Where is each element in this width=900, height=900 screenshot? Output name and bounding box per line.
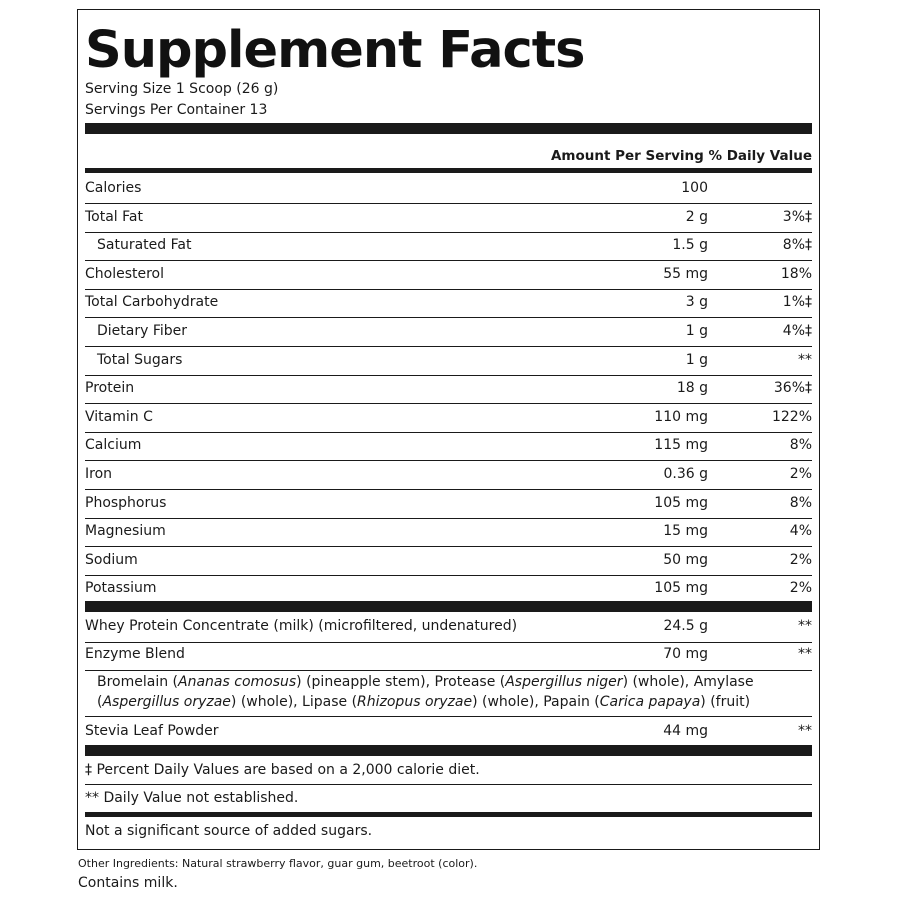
row-amount: 115 mg xyxy=(654,437,708,454)
row-name: Saturated Fat xyxy=(97,237,192,254)
row-amount: 1 g xyxy=(685,323,708,339)
row-amount: 110 mg xyxy=(654,408,708,425)
allergen-statement: Contains milk. xyxy=(78,875,178,891)
row-daily-value: 122% xyxy=(771,408,812,425)
row-amount: 100 xyxy=(681,180,708,196)
row-daily-value: 8%‡ xyxy=(782,237,812,254)
row-amount: 70 mg xyxy=(663,646,708,662)
blend-text: ) (fruit) xyxy=(700,694,751,710)
row-daily-value: 8% xyxy=(789,494,812,511)
row-divider xyxy=(85,232,812,233)
thick-divider xyxy=(85,601,812,612)
row-daily-value: ** xyxy=(798,723,812,739)
row-divider xyxy=(85,575,812,576)
row-name: Protein xyxy=(85,380,135,397)
enzyme-blend-detail xyxy=(85,672,812,712)
panel-title: Supplement Facts xyxy=(85,21,585,80)
row-divider xyxy=(85,260,812,261)
row-name: Sodium xyxy=(85,551,138,568)
row-divider xyxy=(85,518,812,519)
row-name: Enzyme Blend xyxy=(85,646,185,662)
row-amount: 3 g xyxy=(685,294,708,311)
species-name: Aspergillus oryzae xyxy=(102,694,231,710)
species-name: Aspergillus niger xyxy=(505,674,623,690)
footnote-percent-dv: ‡ Percent Daily Values are based on a 2,000 calorie diet. xyxy=(85,762,480,778)
row-amount: 18 g xyxy=(676,380,708,397)
row-name: Magnesium xyxy=(85,523,166,540)
row-amount: 105 mg xyxy=(654,580,708,597)
medium-divider xyxy=(85,812,812,817)
row-name: Calcium xyxy=(85,437,142,454)
row-divider xyxy=(85,784,812,785)
row-daily-value: 4% xyxy=(789,523,812,540)
row-divider xyxy=(85,546,812,547)
row-divider xyxy=(85,642,812,643)
row-name: Total Sugars xyxy=(97,351,183,368)
row-name: Total Fat xyxy=(85,208,143,225)
row-divider xyxy=(85,317,812,318)
species-name: Carica papaya xyxy=(599,694,701,710)
row-daily-value: ** xyxy=(798,618,812,634)
row-daily-value: 18% xyxy=(780,265,812,282)
row-name: Vitamin C xyxy=(85,408,153,425)
row-divider xyxy=(85,346,812,347)
row-divider xyxy=(85,403,812,404)
blend-text: ) (whole), Lipase ( xyxy=(230,694,358,710)
row-amount: 15 mg xyxy=(663,523,708,540)
row-name: Cholesterol xyxy=(85,265,165,282)
row-name: Total Carbohydrate xyxy=(85,294,219,311)
row-amount: 50 mg xyxy=(663,551,708,568)
row-amount: 0.36 g xyxy=(663,466,708,482)
row-amount: 105 mg xyxy=(654,494,708,511)
row-daily-value: 2% xyxy=(789,580,812,597)
serving-size: Serving Size 1 Scoop (26 g) xyxy=(85,81,279,97)
row-daily-value: 3%‡ xyxy=(782,208,812,225)
species-name: Ananas comosus xyxy=(178,674,297,690)
row-divider xyxy=(85,716,812,717)
row-amount: 2 g xyxy=(685,208,708,225)
row-divider xyxy=(85,670,812,671)
row-amount: 24.5 g xyxy=(663,618,708,634)
row-amount: 1 g xyxy=(685,351,708,368)
blend-text: Bromelain ( xyxy=(97,674,179,690)
supplement-facts-panel xyxy=(77,9,820,850)
row-divider xyxy=(85,375,812,376)
row-divider xyxy=(85,203,812,204)
row-daily-value: 8% xyxy=(789,437,812,454)
row-divider xyxy=(85,489,812,490)
medium-divider xyxy=(85,168,812,173)
row-amount: 44 mg xyxy=(663,723,708,739)
row-daily-value: 2% xyxy=(789,466,812,482)
row-name: Iron xyxy=(85,466,113,482)
thick-divider xyxy=(85,745,812,756)
row-name: Phosphorus xyxy=(85,494,167,511)
footnote-added-sugars: Not a significant source of added sugars. xyxy=(85,823,373,839)
row-amount: 55 mg xyxy=(663,265,708,282)
row-name: Whey Protein Concentrate (milk) (microfiltered, undenatured) xyxy=(85,618,518,634)
blend-text: ) (whole), Papain ( xyxy=(472,694,600,710)
row-daily-value: 36%‡ xyxy=(773,380,812,397)
row-daily-value: 1%‡ xyxy=(782,294,812,311)
thick-divider xyxy=(85,123,812,134)
species-name: Rhizopus oryzae xyxy=(357,694,473,710)
row-daily-value: 4%‡ xyxy=(782,323,812,339)
row-name: Stevia Leaf Powder xyxy=(85,723,219,739)
row-daily-value: 2% xyxy=(789,551,812,568)
column-header: Amount Per Serving % Daily Value xyxy=(550,148,812,164)
row-name: Calories xyxy=(85,180,142,196)
blend-text: ) (pineapple stem), Protease ( xyxy=(296,674,506,690)
other-ingredients: Other Ingredients: Natural strawberry flavor, guar gum, beetroot (color). xyxy=(78,857,478,870)
row-daily-value: ** xyxy=(798,646,812,662)
footnote-not-established: ** Daily Value not established. xyxy=(85,790,299,806)
row-daily-value: ** xyxy=(798,351,812,368)
row-name: Dietary Fiber xyxy=(97,323,188,339)
row-divider xyxy=(85,432,812,433)
row-amount: 1.5 g xyxy=(672,237,708,254)
servings-per-container: Servings Per Container 13 xyxy=(85,102,268,118)
row-name: Potassium xyxy=(85,580,157,597)
blend-text: ) (whole), Amylase ( xyxy=(97,674,754,710)
row-divider xyxy=(85,289,812,290)
row-divider xyxy=(85,460,812,461)
